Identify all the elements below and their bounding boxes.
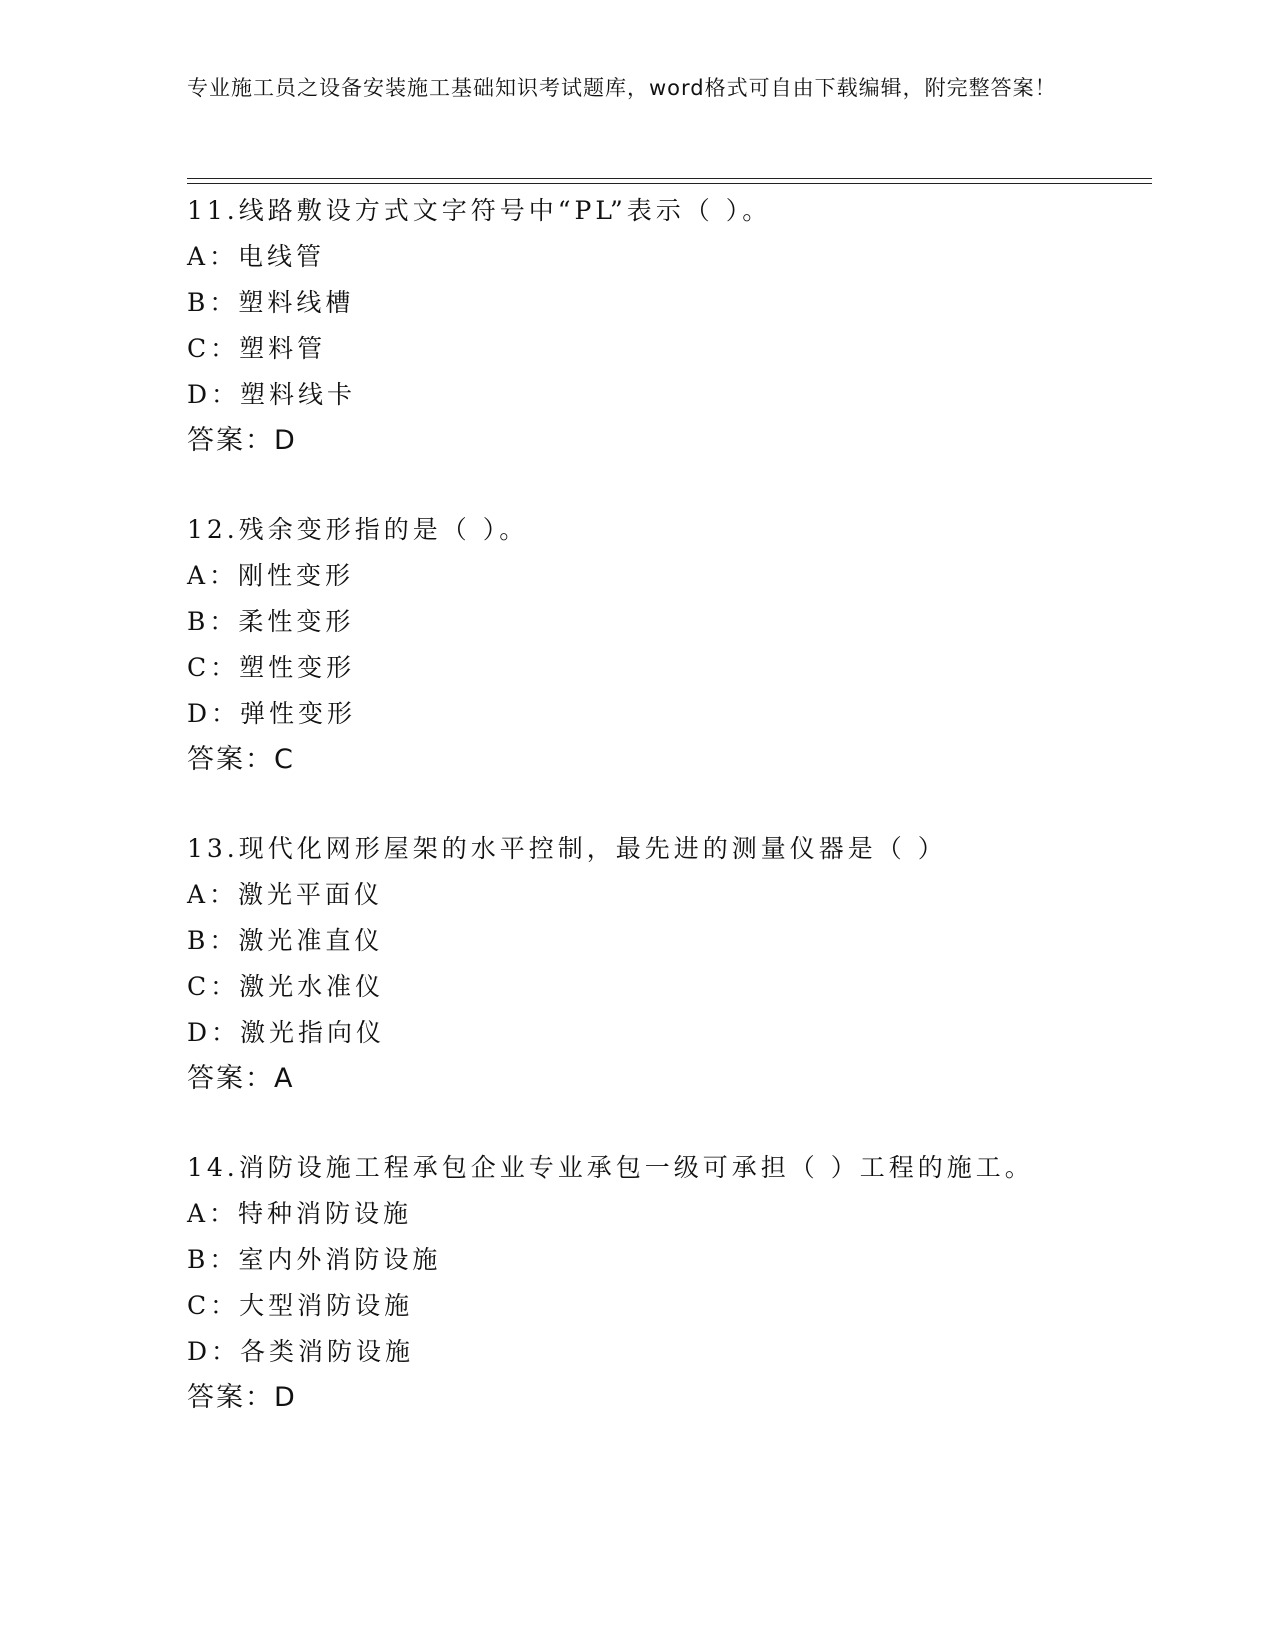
option-b: B：室内外消防设施	[187, 1245, 442, 1274]
option-c: C：激光水准仪	[187, 972, 385, 1001]
question-14	[187, 1145, 1167, 1421]
option-d: D：塑料线卡	[187, 380, 357, 409]
option-a: A：电线管	[187, 242, 326, 271]
option-a: A：刚性变形	[187, 561, 355, 590]
option-a: A：特种消防设施	[187, 1199, 413, 1228]
option-b: B：塑料线槽	[187, 288, 355, 317]
question-title: 11.线路敷设方式文字符号中“PL”表示（ ）。	[187, 196, 772, 225]
question-answer: 答案：D	[187, 1382, 297, 1413]
question-title: 12.残余变形指的是（ ）。	[187, 515, 529, 544]
header-divider-bottom	[187, 183, 1152, 184]
question-answer: 答案：A	[187, 1063, 295, 1094]
option-d: D：各类消防设施	[187, 1337, 415, 1366]
option-c: C：塑性变形	[187, 653, 356, 682]
question-title: 13.现代化网形屋架的水平控制，最先进的测量仪器是（ ）	[187, 834, 947, 863]
option-b: B：激光准直仪	[187, 926, 384, 955]
question-answer: 答案：C	[187, 744, 295, 775]
option-c: C：大型消防设施	[187, 1291, 414, 1320]
document-header: 专业施工员之设备安装施工基础知识考试题库，word格式可自由下载编辑，附完整答案！	[187, 76, 1057, 100]
option-c: C：塑料管	[187, 334, 327, 363]
question-answer: 答案：D	[187, 425, 297, 456]
question-13	[187, 826, 1167, 1102]
option-d: D：弹性变形	[187, 699, 357, 728]
header-divider-top	[187, 178, 1152, 179]
question-12	[187, 507, 1167, 783]
question-title: 14.消防设施工程承包企业专业承包一级可承担（ ）工程的施工。	[187, 1153, 1034, 1182]
option-a: A：激光平面仪	[187, 880, 384, 909]
question-11	[187, 188, 1167, 464]
option-b: B：柔性变形	[187, 607, 355, 636]
option-d: D：激光指向仪	[187, 1018, 386, 1047]
